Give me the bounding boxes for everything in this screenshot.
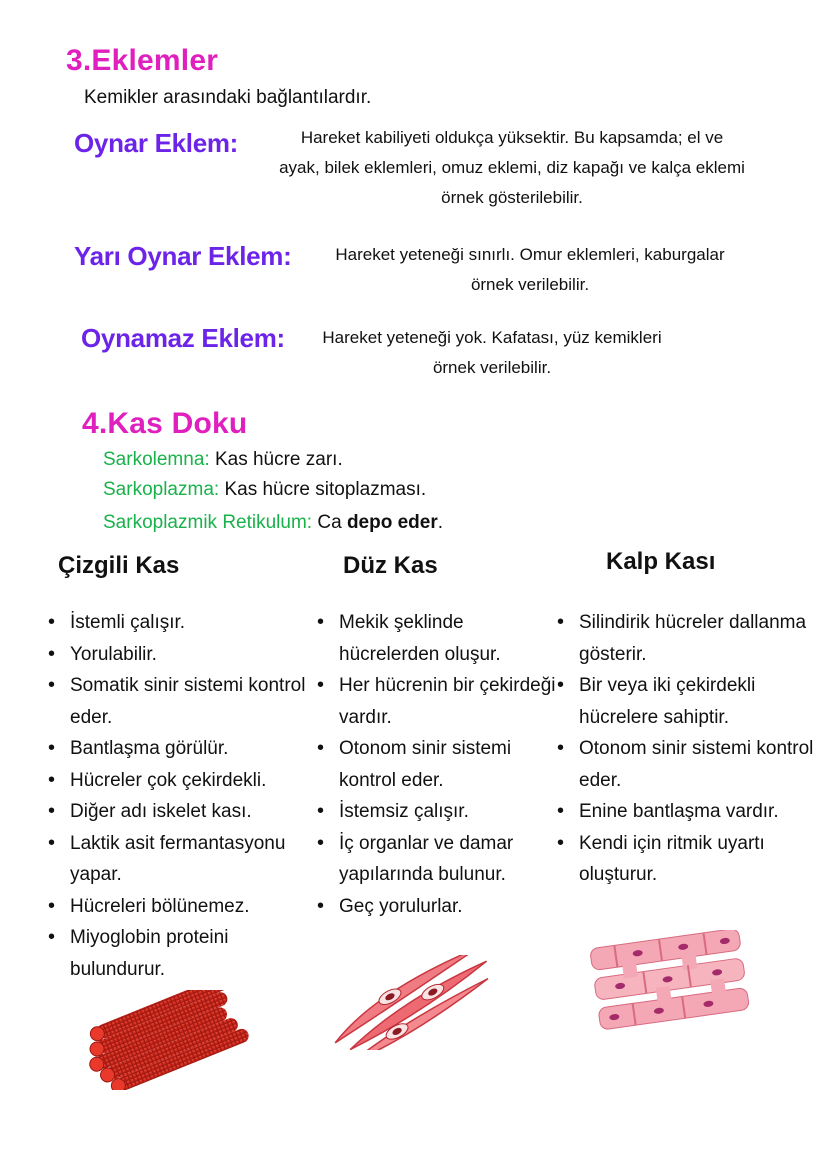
joint-term-yari-oynar: Yarı Oynar Eklem:	[74, 241, 292, 271]
striated-muscle-icon	[85, 990, 255, 1090]
list-item: • Kendi için ritmik uyartı oluşturur.	[579, 828, 827, 891]
list-item: • Her hücrenin bir çekirdeği vardır.	[339, 670, 559, 733]
desc-line: Hareket kabiliyeti oldukça yüksektir. Bu kapsamda; el ve	[300, 128, 724, 147]
definition-text-bold: depo eder	[346, 512, 438, 533]
definition-term: Sarkoplazma:	[103, 479, 220, 500]
definition-sarkoplazma	[103, 479, 426, 501]
desc-line: örnek verilebilir.	[470, 275, 590, 294]
list-item: • Enine bantlaşma vardır.	[579, 796, 827, 828]
list-item: • Yorulabilir.	[70, 639, 318, 671]
joint-desc-oynamaz	[292, 323, 692, 383]
list-item: • Diğer adı iskelet kası.	[70, 796, 318, 828]
joint-desc-yari-oynar	[300, 240, 760, 300]
desc-line: Hareket yeteneği sınırlı. Omur eklemleri, kaburgalar	[335, 245, 725, 264]
joint-term-oynar: Oynar Eklem:	[74, 128, 239, 158]
column-heading-cizgili: Çizgili Kas	[58, 552, 180, 579]
list-item: • İstemsiz çalışır.	[339, 796, 559, 828]
list-item: • Laktik asit fermantasyonu yapar.	[70, 828, 318, 891]
smooth-muscle-icon	[325, 955, 500, 1050]
section-title-eklemler: 3.Eklemler	[66, 44, 219, 77]
cardiac-muscle-icon	[590, 930, 750, 1035]
desc-line: örnek verilebilir.	[432, 358, 552, 377]
list-item: • Bir veya iki çekirdekli hücrelere sahiptir.	[579, 670, 827, 733]
definition-text: Kas hücre zarı.	[209, 449, 343, 470]
definition-sarkolemna	[103, 449, 343, 471]
list-item: • Silindirik hücreler dallanma gösterir.	[579, 607, 827, 670]
list-item: • İstemli çalışır.	[70, 607, 318, 639]
column-heading-kalp: Kalp Kası	[606, 548, 716, 575]
list-duz-kas	[317, 607, 559, 922]
definition-text-end: .	[437, 512, 444, 533]
list-item: • Otonom sinir sistemi kontrol eder.	[579, 733, 827, 796]
definition-text: Kas hücre sitoplazması.	[219, 479, 427, 500]
list-item: • Miyoglobin proteini bulundurur.	[70, 922, 318, 985]
list-item: • Bantlaşma görülür.	[70, 733, 318, 765]
list-item: • Geç yorulurlar.	[339, 891, 559, 923]
section-title-kas-doku: 4.Kas Doku	[82, 407, 248, 440]
list-item: • İç organlar ve damar yapılarında bulunur.	[339, 828, 559, 891]
list-item: • Hücreler çok çekirdekli.	[70, 765, 318, 797]
definition-term: Sarkoplazmik Retikulum:	[103, 512, 313, 533]
list-cizgili-kas	[48, 607, 318, 985]
list-item: • Otonom sinir sistemi kontrol eder.	[339, 733, 559, 796]
desc-line: Hareket yeteneği yok. Kafatası, yüz kemikleri	[322, 328, 662, 347]
joint-desc-oynar	[232, 123, 792, 213]
definition-sarkoplazmik-retikulum	[103, 512, 443, 534]
definition-term: Sarkolemna:	[103, 449, 210, 470]
desc-line: örnek gösterilebilir.	[441, 188, 583, 207]
list-item: • Hücreleri bölünemez.	[70, 891, 318, 923]
section-intro: Kemikler arasındaki bağlantılardır.	[84, 87, 372, 108]
column-heading-duz: Düz Kas	[343, 552, 438, 579]
joint-term-oynamaz: Oynamaz Eklem:	[81, 323, 285, 353]
list-item: • Mekik şeklinde hücrelerden oluşur.	[339, 607, 559, 670]
desc-line: ayak, bilek eklemleri, omuz eklemi, diz kapağı ve kalça eklemi	[279, 158, 745, 177]
list-item: • Somatik sinir sistemi kontrol eder.	[70, 670, 318, 733]
list-kalp-kasi	[557, 607, 827, 891]
definition-text: Ca	[312, 512, 347, 533]
